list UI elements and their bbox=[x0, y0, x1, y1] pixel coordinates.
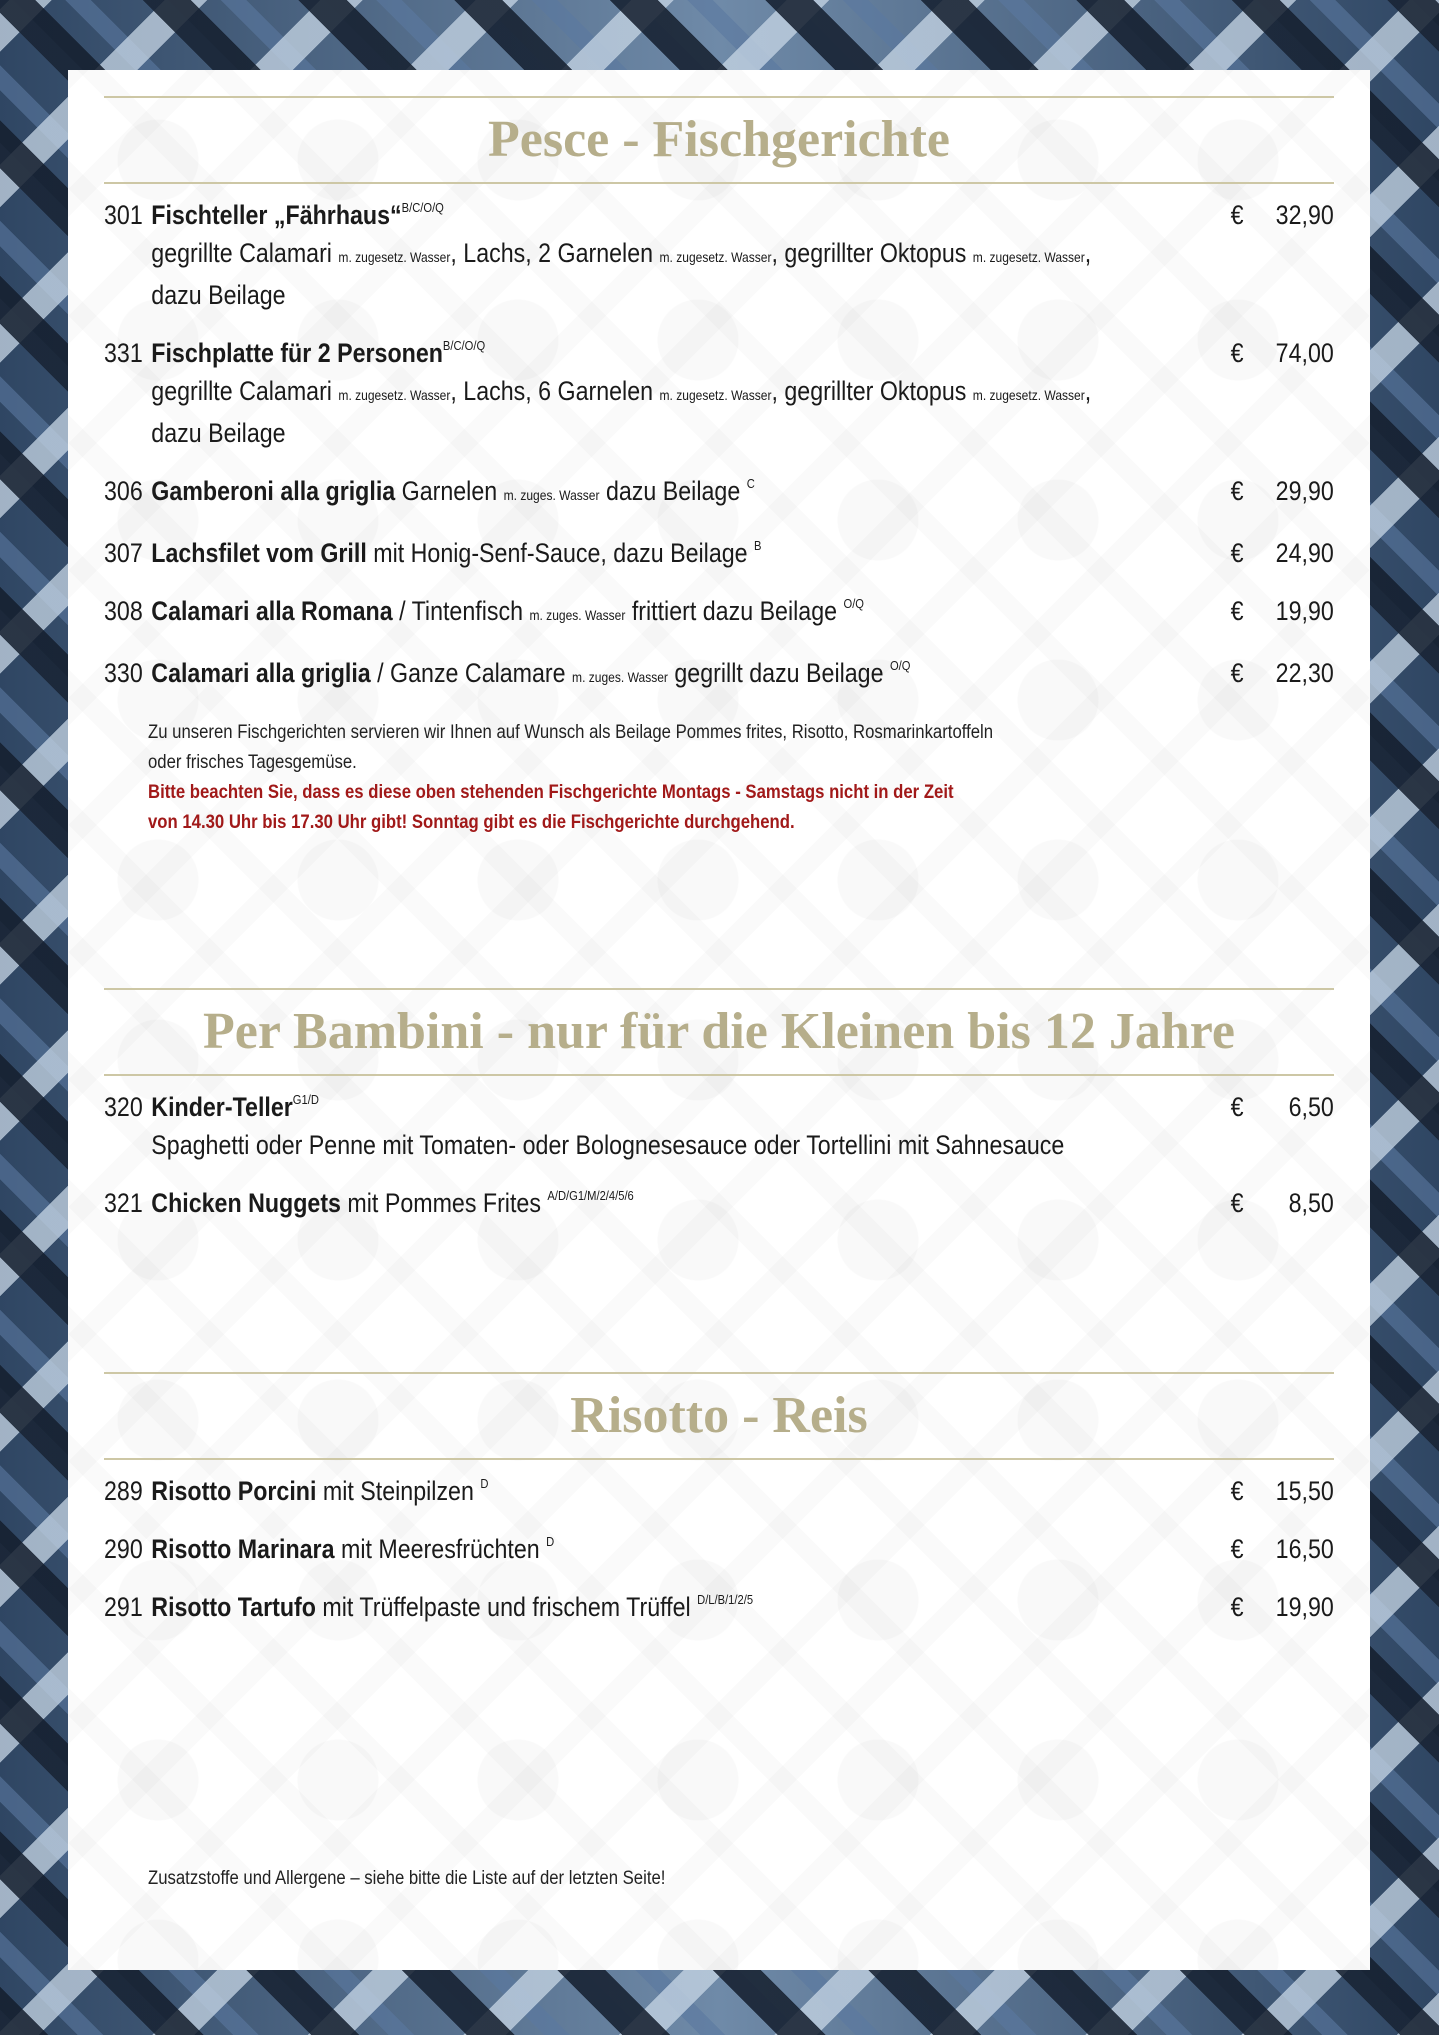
preparation-note: m. zuges. Wasser bbox=[503, 487, 600, 503]
warning-line: Bitte beachten Sie, dass es diese oben stehenden Fischgerichte Montags - Samstags nicht in der Zeit bbox=[148, 782, 954, 803]
menu-item bbox=[104, 654, 1334, 696]
price-value: 6,50 bbox=[1288, 1092, 1334, 1122]
item-name: Calamari alla Romana bbox=[151, 596, 393, 626]
currency-symbol: € bbox=[1230, 200, 1244, 230]
item-number: 291 bbox=[104, 1592, 143, 1622]
item-price bbox=[1196, 1184, 1334, 1222]
info-line: oder frisches Tagesgemüse. bbox=[148, 752, 357, 773]
item-name: Risotto Tartufo bbox=[151, 1592, 316, 1622]
menu-item bbox=[104, 1184, 1334, 1222]
preparation-note: m. zugesetz. Wasser bbox=[972, 249, 1085, 265]
item-line: Risotto Porcini mit Steinpilzen $^D$ bbox=[151, 1476, 489, 1506]
item-line: Risotto Tartufo mit Trüffelpaste und frischem Trüffel $^{D/L/B/1/2/5}$ bbox=[151, 1592, 754, 1622]
item-line: Gamberoni alla griglia Garnelen m. zuges. Wasser dazu Beilage $^C$ bbox=[151, 476, 755, 506]
currency-symbol: € bbox=[1230, 338, 1244, 368]
preparation-note: m. zuges. Wasser bbox=[529, 607, 626, 623]
item-number: 321 bbox=[104, 1188, 143, 1218]
item-details bbox=[151, 1184, 1334, 1222]
allergen-codes: B/C/O/Q bbox=[401, 200, 444, 215]
item-number: 330 bbox=[104, 658, 143, 688]
warning-line: von 14.30 Uhr bis 17.30 Uhr gibt! Sonntag gibt es die Fischgerichte durchgehend. bbox=[148, 812, 795, 833]
item-line: Lachsfilet vom Grill mit Honig-Senf-Sauce, dazu Beilage $^B$ bbox=[151, 538, 762, 568]
menu-item bbox=[104, 534, 1334, 572]
item-description: Spaghetti oder Penne mit Tomaten- oder Bolognesesauce oder Tortellini mit Sahnesauce bbox=[151, 1130, 1065, 1160]
currency-symbol: € bbox=[1230, 658, 1244, 688]
currency-symbol: € bbox=[1230, 1188, 1244, 1218]
price-value: 19,90 bbox=[1275, 1592, 1334, 1622]
price-value: 22,30 bbox=[1275, 658, 1334, 688]
item-description: gegrillte Calamari m. zugesetz. Wasser, Lachs, 6 Garnelen m. zugesetz. Wasser, gegrillter Oktopus m. zugesetz. Wasser, bbox=[151, 376, 1092, 406]
menu-item bbox=[104, 1088, 1334, 1164]
divider bbox=[104, 182, 1334, 184]
item-name: Fischteller „Fährhaus“ bbox=[151, 200, 402, 230]
currency-symbol: € bbox=[1230, 596, 1244, 626]
item-name: Chicken Nuggets bbox=[151, 1188, 341, 1218]
allergen-codes: G1/D bbox=[292, 1092, 319, 1107]
section-kids bbox=[104, 988, 1334, 1242]
price-value: 29,90 bbox=[1275, 476, 1334, 506]
allergen-codes: B bbox=[754, 538, 762, 553]
item-price bbox=[1196, 1588, 1334, 1626]
item-line bbox=[151, 334, 1334, 372]
item-details bbox=[151, 592, 1334, 634]
currency-symbol: € bbox=[1230, 538, 1244, 568]
item-details bbox=[151, 1588, 1334, 1626]
section-fish bbox=[104, 96, 1334, 716]
item-price bbox=[1196, 654, 1334, 692]
menu-item bbox=[104, 472, 1334, 514]
item-details bbox=[151, 334, 1334, 452]
price-value: 19,90 bbox=[1275, 596, 1334, 626]
item-price bbox=[1196, 1088, 1334, 1126]
item-details bbox=[151, 1088, 1334, 1164]
item-line: Calamari alla griglia / Ganze Calamare m. zuges. Wasser gegrillt dazu Beilage $^{O/Q}$ bbox=[151, 658, 911, 688]
item-number: 331 bbox=[104, 338, 143, 368]
info-line: Zu unseren Fischgerichten servieren wir Ihnen auf Wunsch als Beilage Pommes frites, Risotto, Rosmarinkartoffeln bbox=[148, 722, 994, 743]
item-line: Calamari alla Romana / Tintenfisch m. zuges. Wasser frittiert dazu Beilage $^{O/Q}$ bbox=[151, 596, 864, 626]
item-number: 301 bbox=[104, 200, 143, 230]
preparation-note: m. zugesetz. Wasser bbox=[338, 387, 451, 403]
menu-item bbox=[104, 1530, 1334, 1568]
price-value: 8,50 bbox=[1288, 1188, 1334, 1218]
preparation-note: m. zugesetz. Wasser bbox=[659, 387, 772, 403]
item-number: 320 bbox=[104, 1092, 143, 1122]
menu-item bbox=[104, 196, 1334, 314]
item-name: Kinder-Teller bbox=[151, 1092, 293, 1122]
preparation-note: m. zugesetz. Wasser bbox=[972, 387, 1085, 403]
item-price bbox=[1196, 592, 1334, 630]
item-name: Risotto Porcini bbox=[151, 1476, 317, 1506]
currency-symbol: € bbox=[1230, 1534, 1244, 1564]
item-details bbox=[151, 654, 1334, 696]
price-value: 15,50 bbox=[1275, 1476, 1334, 1506]
currency-symbol: € bbox=[1230, 476, 1244, 506]
currency-symbol: € bbox=[1230, 1092, 1244, 1122]
allergen-footnote: Zusatzstoffe und Allergene – siehe bitte die Liste auf der letzten Seite! bbox=[148, 1868, 666, 1889]
item-description: dazu Beilage bbox=[151, 280, 286, 310]
allergen-codes: D bbox=[480, 1476, 489, 1491]
price-value: 24,90 bbox=[1275, 538, 1334, 568]
item-details bbox=[151, 1530, 1334, 1568]
section-title: Pesce - Fischgerichte bbox=[487, 111, 950, 168]
menu-list bbox=[104, 196, 1334, 696]
item-description: dazu Beilage bbox=[151, 418, 286, 448]
item-number: 290 bbox=[104, 1534, 143, 1564]
section-title: Per Bambini - nur für die Kleinen bis 12 Jahre bbox=[203, 1003, 1235, 1060]
menu-item bbox=[104, 334, 1334, 452]
item-details bbox=[151, 472, 1334, 514]
fish-info bbox=[148, 718, 1116, 838]
allergen-codes: O/Q bbox=[889, 658, 911, 673]
allergen-codes: O/Q bbox=[843, 596, 864, 611]
price-value: 16,50 bbox=[1275, 1534, 1334, 1564]
price-value: 32,90 bbox=[1275, 200, 1334, 230]
allergen-codes: D bbox=[546, 1534, 555, 1549]
item-line bbox=[151, 1088, 1334, 1126]
allergen-codes: B/C/O/Q bbox=[442, 338, 486, 353]
item-price bbox=[1196, 334, 1334, 372]
item-details bbox=[151, 196, 1334, 314]
price-value: 74,00 bbox=[1275, 338, 1334, 368]
item-details bbox=[151, 534, 1334, 572]
item-description: gegrillte Calamari m. zugesetz. Wasser, Lachs, 2 Garnelen m. zugesetz. Wasser, gegrillter Oktopus m. zugesetz. Wasser, bbox=[151, 238, 1092, 268]
allergen-codes: A/D/G1/M/2/4/5/6 bbox=[547, 1188, 634, 1203]
menu-list bbox=[104, 1472, 1334, 1626]
menu-list bbox=[104, 1088, 1334, 1222]
currency-symbol: € bbox=[1230, 1476, 1244, 1506]
item-price bbox=[1196, 534, 1334, 572]
item-name: Risotto Marinara bbox=[151, 1534, 335, 1564]
menu-page bbox=[68, 70, 1370, 1970]
item-price bbox=[1196, 196, 1334, 234]
section-title: Risotto - Reis bbox=[570, 1387, 868, 1444]
item-number: 306 bbox=[104, 476, 143, 506]
item-number: 308 bbox=[104, 596, 143, 626]
menu-item bbox=[104, 592, 1334, 634]
preparation-note: m. zugesetz. Wasser bbox=[338, 249, 451, 265]
preparation-note: m. zuges. Wasser bbox=[572, 669, 668, 685]
item-name: Lachsfilet vom Grill bbox=[151, 538, 367, 568]
menu-item bbox=[104, 1588, 1334, 1626]
item-price bbox=[1196, 1472, 1334, 1510]
allergen-codes: D/L/B/1/2/5 bbox=[697, 1592, 754, 1607]
item-number: 307 bbox=[104, 538, 143, 568]
allergen-codes: C bbox=[746, 476, 755, 491]
divider bbox=[104, 1074, 1334, 1076]
item-line: Risotto Marinara mit Meeresfrüchten $^D$ bbox=[151, 1534, 555, 1564]
menu-item bbox=[104, 1472, 1334, 1510]
item-name: Fischplatte für 2 Personen bbox=[151, 338, 443, 368]
item-name: Calamari alla griglia bbox=[151, 658, 371, 688]
item-line bbox=[151, 196, 1334, 234]
item-details bbox=[151, 1472, 1334, 1510]
section-risotto bbox=[104, 1372, 1334, 1646]
item-name: Gamberoni alla griglia bbox=[151, 476, 396, 506]
preparation-note: m. zugesetz. Wasser bbox=[659, 249, 772, 265]
item-price bbox=[1196, 1530, 1334, 1568]
item-number: 289 bbox=[104, 1476, 143, 1506]
item-line: Chicken Nuggets mit Pommes Frites $^{A/D/G1/M/2/4/5/6}$ bbox=[151, 1188, 634, 1218]
currency-symbol: € bbox=[1230, 1592, 1244, 1622]
item-price bbox=[1196, 472, 1334, 510]
divider bbox=[104, 1458, 1334, 1460]
